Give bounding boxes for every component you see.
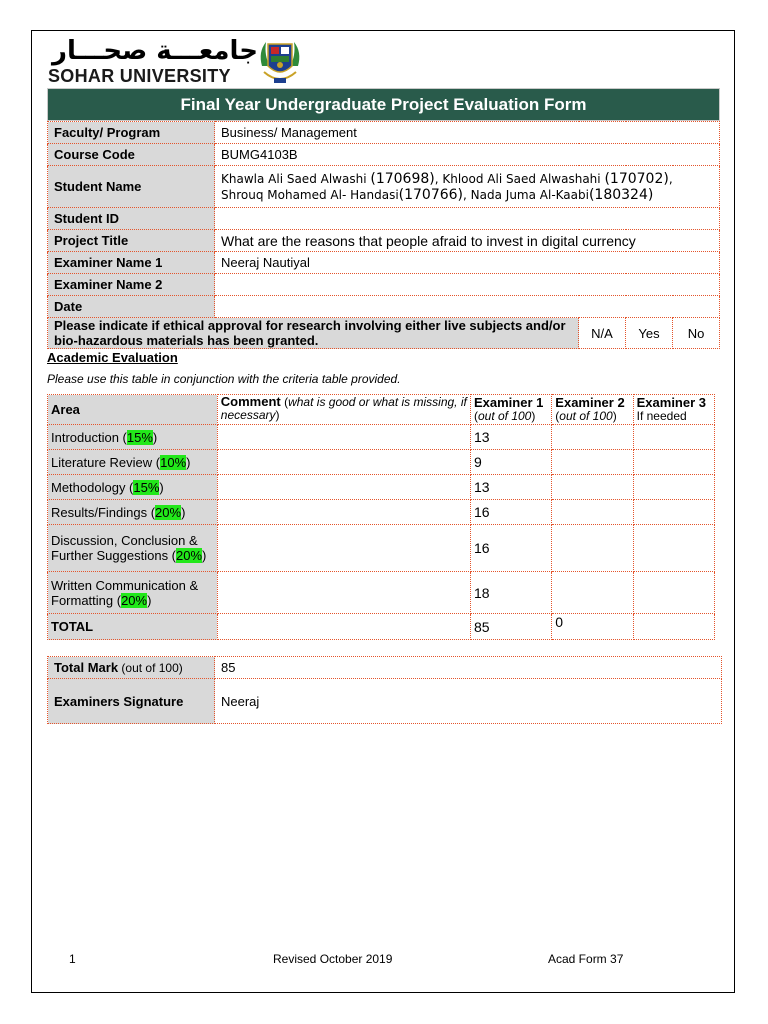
total-mark-label [48,657,215,679]
student-2-separator: , [668,171,673,186]
header-comment [217,395,470,425]
comment-written[interactable] [217,572,470,614]
student-1-id: (170698) [370,170,435,187]
header-examiner1-close: ) [531,409,536,423]
ex2-score-introduction[interactable] [552,425,633,450]
area-label: Literature Review ( [51,454,161,470]
student-id-label: Student ID [48,208,215,230]
academic-evaluation-heading: Academic Evaluation [47,350,178,365]
area-label: Discussion, Conclusion & Further Suggestions ( [51,533,198,563]
date-field[interactable] [215,296,720,318]
eval-header-row [48,395,715,425]
total-comment[interactable] [217,614,470,640]
area-close: ) [181,504,186,520]
ex3-score-literature[interactable] [633,450,714,475]
ethics-question: Please indicate if ethical approval for research involving either live subjects and/or bio-hazardous materials has been granted. [48,318,579,349]
ex1-score-discussion[interactable]: 16 [470,525,551,572]
area-label: Results/Findings ( [51,504,156,520]
faculty-label: Faculty/ Program [48,122,215,144]
university-logo [44,36,314,86]
comment-results[interactable] [217,500,470,525]
date-label: Date [48,296,215,318]
total-label: TOTAL [48,614,218,640]
total-mark-row [48,657,722,679]
student-4-id: (180324) [588,186,654,203]
header-examiner1-open: ( [473,409,478,423]
student-name-label: Student Name [48,166,215,208]
weight-badge: 20% [176,548,203,563]
area-close: ) [202,548,207,563]
ethics-row [48,318,720,349]
eval-row-written [48,572,715,614]
ex1-score-introduction[interactable]: 13 [470,425,551,450]
header-examiner2-open: ( [555,409,560,423]
ex2-score-discussion[interactable] [552,525,633,572]
student-name-field[interactable] [215,166,720,208]
student-info-table [47,121,720,349]
faculty-field[interactable]: Business/ Management [215,122,720,144]
signature-label: Examiners Signature [48,679,215,724]
comment-literature[interactable] [217,450,470,475]
total-ex1[interactable]: 85 [470,614,551,640]
examiner1-row [48,252,720,274]
ex2-score-literature[interactable] [552,450,633,475]
student-3-id: (170766) [398,186,464,203]
ethics-option-yes[interactable]: Yes [626,318,673,349]
header-comment-open: ( [280,395,289,409]
ex3-score-introduction[interactable] [633,425,714,450]
examiner2-label: Examiner Name 2 [48,274,215,296]
footer-form-number: Acad Form 37 [548,952,624,966]
total-mark-label-text: Total Mark [54,660,119,675]
header-area: Area [48,395,218,425]
header-examiner1 [470,395,551,425]
area-close: ) [186,454,191,470]
student-2-name: , Khlood Ali Saed Alwashahi [434,171,601,186]
total-mark-field[interactable]: 85 [215,657,722,679]
course-code-label: Course Code [48,144,215,166]
area-literature [48,450,218,475]
date-row [48,296,720,318]
examiner1-label: Examiner Name 1 [48,252,215,274]
weight-badge: 15% [126,429,153,445]
area-close: ) [152,429,158,445]
project-title-label: Project Title [48,230,215,252]
student-id-row [48,208,720,230]
area-written [48,572,218,614]
course-row [48,144,720,166]
signature-field[interactable]: Neeraj [215,679,722,724]
weight-badge: 20% [121,592,148,608]
university-emblem-icon [254,36,306,86]
eval-row-results [48,500,715,525]
total-mark-sub: (out of 100) [118,661,183,675]
area-label: Methodology ( [51,479,134,495]
comment-introduction[interactable] [217,425,470,450]
header-comment-italic: what is good or what is missing, if necessary [220,395,467,422]
weight-badge: 20% [155,504,182,520]
student-id-field[interactable] [215,208,720,230]
footer-page-number: 1 [69,952,76,966]
ex1-score-results[interactable]: 16 [470,500,551,525]
ex3-score-results[interactable] [633,500,714,525]
area-methodology [48,475,218,500]
area-results [48,500,218,525]
area-label: Written Communication & Formatting ( [51,577,199,608]
faculty-row [48,122,720,144]
ethics-option-na[interactable]: N/A [579,318,626,349]
area-close: ) [147,592,152,608]
eval-row-methodology [48,475,715,500]
academic-evaluation-note: Please use this table in conjunction with the criteria table provided. [47,372,401,386]
ex3-score-written[interactable] [633,572,714,614]
student-3-name: Shrouq Mohamed Al- Handasi [221,187,399,202]
form-title: Final Year Undergraduate Project Evaluation Form [47,88,720,121]
footer-revised: Revised October 2019 [273,952,393,966]
project-title-row [48,230,720,252]
summary-table [47,656,722,724]
eval-row-literature [48,450,715,475]
logo-arabic-text: جامعـــة صحـــار [52,36,259,66]
header-examiner2-bold: Examiner 2 [555,395,625,410]
header-examiner1-italic: out of 100 [477,409,532,423]
signature-row [48,679,722,724]
header-examiner1-bold: Examiner 1 [473,395,544,410]
ex2-score-results[interactable] [552,500,633,525]
header-examiner2-italic: out of 100 [559,409,613,423]
logo-english-text: SOHAR UNIVERSITY [48,66,231,86]
weight-badge: 15% [133,479,160,495]
examiner1-field[interactable]: Neeraj Nautiyal [215,252,720,274]
header-examiner2-close: ) [612,409,617,423]
eval-row-total [48,614,715,640]
total-ex2[interactable]: 0 [552,614,633,640]
comment-methodology[interactable] [217,475,470,500]
ex1-score-literature[interactable]: 9 [470,450,551,475]
area-close: ) [159,479,164,495]
eval-row-introduction [48,425,715,450]
comment-discussion[interactable] [217,525,470,572]
project-title-field[interactable]: What are the reasons that people afraid to invest in digital currency [215,230,720,252]
examiner2-row [48,274,720,296]
header-examiner3-sub: If needed [636,409,687,423]
ex1-score-written[interactable]: 18 [470,572,551,614]
header-comment-close: ) [275,408,280,422]
ex3-score-discussion[interactable] [633,525,714,572]
examiner2-field[interactable] [215,274,720,296]
course-code-field[interactable]: BUMG4103B [215,144,720,166]
weight-badge: 10% [160,454,187,470]
student-1-name: Khawla Ali Saed Alwashi [221,171,367,186]
header-examiner2 [552,395,633,425]
academic-evaluation-table [47,394,715,640]
student-name-row [48,166,720,208]
student-4-name: , Nada Juma Al-Kaabi [463,187,589,202]
ethics-option-no[interactable]: No [673,318,720,349]
area-introduction [48,425,218,450]
area-label: Introduction ( [51,429,127,445]
ex2-score-methodology[interactable] [552,475,633,500]
header-examiner3-bold: Examiner 3 [636,395,706,410]
ex2-score-written[interactable] [552,572,633,614]
ex3-score-methodology[interactable] [633,475,714,500]
header-examiner3 [633,395,714,425]
student-2-id: (170702) [604,170,669,187]
eval-row-discussion [48,525,715,572]
header-comment-bold: Comment [220,394,281,409]
total-ex3[interactable] [633,614,714,640]
ex1-score-methodology[interactable]: 13 [470,475,551,500]
area-discussion [48,525,218,572]
